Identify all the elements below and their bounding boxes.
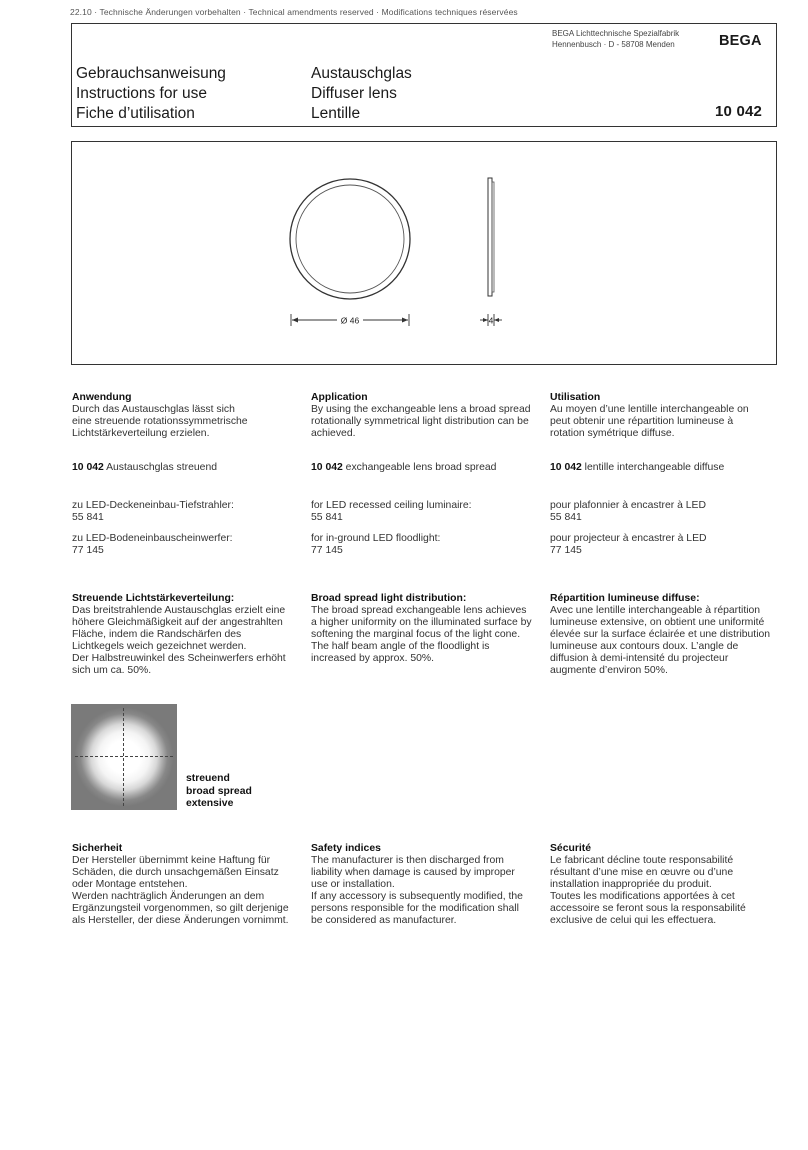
distribution-text-de: Das breitstrahlende Austauschglas erzielt eine höhere Gleichmäßigkeit auf der angestrahlten Fläche, indem die Randschärfen des Lichtkegels weich gezeichnet werden. Der Halbstreuwinkel des Scheinwerfers erhöht sich um ca. 50%.: [72, 605, 286, 676]
use1-value-en: 55 841: [311, 512, 343, 523]
safety-text-fr: Le fabricant décline toute responsabilité résultant d’une mise en œuvre ou d’une installation inappropriée du produit. Toutes les modifications apportées à cet accessoire se feront sous la responsabilité exclusive de celui qui les effectuera.: [550, 855, 746, 926]
company-address: [552, 28, 679, 50]
doc-title-fr: Fiche d’utilisation: [76, 105, 195, 122]
safety-text-en: The manufacturer is then discharged from liability when damage is caused by improper use or installation. If any accessory is subsequently modified, the persons responsible for the modification shall be considered as manufacturer.: [311, 855, 523, 926]
use2-label-en: for in-ground LED floodlight:: [311, 533, 441, 544]
light-distribution-image: [71, 704, 177, 810]
use1-label-fr: pour plafonnier à encastrer à LED: [550, 500, 706, 511]
application-text-en: By using the exchangeable lens a broad spread rotationally symmetrical light distribution can be achieved.: [311, 404, 531, 439]
doc-title-en: Instructions for use: [76, 85, 207, 102]
use2-label-de: zu LED-Bodeneinbauscheinwerfer:: [72, 533, 233, 544]
distribution-de: [72, 593, 302, 677]
company-location: Hennenbusch · D - 58708 Menden: [552, 40, 675, 49]
use1-en: [311, 500, 541, 524]
crosshair-horizontal: [75, 756, 173, 757]
use1-de: [72, 500, 302, 524]
spread-label-fr: extensive: [186, 798, 234, 810]
item-number-en: 10 042: [311, 462, 343, 473]
depth-dimension: [480, 314, 502, 326]
item-number-de: 10 042: [72, 462, 104, 473]
article-number: 10 042: [715, 103, 763, 120]
application-heading-de: Anwendung: [72, 392, 132, 403]
safety-en: [311, 843, 541, 927]
use2-value-de: 77 145: [72, 545, 104, 556]
spread-labels: [186, 773, 252, 811]
use1-value-fr: 55 841: [550, 512, 582, 523]
application-en: [311, 392, 541, 440]
item-text-fr: lentille interchangeable diffuse: [581, 462, 725, 473]
item-line-fr: [550, 462, 780, 474]
crosshair-vertical: [123, 708, 124, 806]
distribution-text-fr: Avec une lentille interchangeable à répartition lumineuse extensive, on obtient une uniformité élevée sur la surface éclairée et une distribution lumineuse aux contours doux. L’angle de diffusion à demi-intensité du projecteur augmente d’environ 50%.: [550, 605, 771, 676]
distribution-heading-de: Streuende Lichtstärkeverteilung:: [72, 593, 235, 604]
safety-heading-fr: Sécurité: [550, 843, 592, 854]
application-heading-fr: Utilisation: [550, 392, 601, 403]
spread-label-en: broad spread: [186, 785, 252, 797]
use2-en: [311, 533, 541, 557]
safety-heading-de: Sicherheit: [72, 843, 123, 854]
lens-side-view-edge: [492, 182, 494, 292]
application-text-de: Durch das Austauschglas lässt sich eine streuende rotationssymmetrische Lichtstärkeverteilung erzielen.: [72, 404, 248, 439]
application-de: [72, 392, 302, 440]
distribution-heading-en: Broad spread light distribution:: [311, 593, 467, 604]
company-name: BEGA Lichttechnische Spezialfabrik: [552, 29, 680, 38]
safety-de: [72, 843, 302, 927]
use2-fr: [550, 533, 780, 557]
item-number-fr: 10 042: [550, 462, 582, 473]
use1-label-de: zu LED-Deckeneinbau-Tiefstrahler:: [72, 500, 234, 511]
diameter-label: Ø 46: [340, 315, 360, 326]
doc-title-de: Gebrauchsanweisung: [76, 65, 226, 82]
safety-text-de: Der Hersteller übernimmt keine Haftung für Schäden, die durch unsachgemäßen Einsatz oder Montage entstehen. Werden nachträglich Änderungen an dem Ergänzungsteil vorgenommen, so gilt derjenige als Hersteller, der diese Änderungen vornimmt.: [72, 855, 289, 926]
distribution-heading-fr: Répartition lumineuse diffuse:: [550, 593, 700, 604]
use1-fr: [550, 500, 780, 524]
use2-value-en: 77 145: [311, 545, 343, 556]
item-text-de: Austauschglas streuend: [103, 462, 217, 473]
document-titles: [76, 64, 226, 124]
light-spot: [71, 704, 177, 810]
item-line-en: [311, 462, 541, 474]
bega-logo: BEGA: [719, 33, 762, 49]
use1-label-en: for LED recessed ceiling luminaire:: [311, 500, 472, 511]
distribution-fr: [550, 593, 780, 677]
product-title-fr: Lentille: [311, 105, 361, 122]
product-title-de: Austauschglas: [311, 65, 412, 82]
lens-outer-circle: [290, 179, 410, 299]
application-fr: [550, 392, 780, 440]
item-text-en: exchangeable lens broad spread: [342, 462, 497, 473]
use2-label-fr: pour projecteur à encastrer à LED: [550, 533, 707, 544]
application-text-fr: Au moyen d’une lentille interchangeable on peut obtenir une répartition lumineuse à rotation symétrique diffuse.: [550, 404, 749, 439]
distribution-text-en: The broad spread exchangeable lens achieves a higher uniformity on the illuminated surface by softening the marginal focus of the light cone. The half beam angle of the floodlight is increased by approx. 50%.: [311, 605, 532, 664]
spread-label-de: streuend: [186, 773, 230, 784]
safety-fr: [550, 843, 780, 927]
distribution-en: [311, 593, 541, 665]
use2-value-fr: 77 145: [550, 545, 582, 556]
use1-value-de: 55 841: [72, 512, 104, 523]
item-line-de: [72, 462, 302, 474]
technical-drawing-box: [71, 141, 777, 365]
revision-note: 22.10 · Technische Änderungen vorbehalten · Technical amendments reserved · Modifications techniques réservées: [70, 7, 518, 17]
application-heading-en: Application: [311, 392, 368, 403]
lens-side-view: [488, 178, 492, 296]
depth-label: 4: [488, 315, 494, 326]
technical-drawing: [72, 142, 776, 364]
safety-heading-en: Safety indices: [311, 843, 381, 854]
diameter-dimension: [291, 314, 409, 326]
use2-de: [72, 533, 302, 557]
product-title-en: Diffuser lens: [311, 85, 397, 102]
lens-inner-circle: [296, 185, 404, 293]
product-titles: [311, 64, 412, 124]
header-box: [71, 23, 777, 127]
